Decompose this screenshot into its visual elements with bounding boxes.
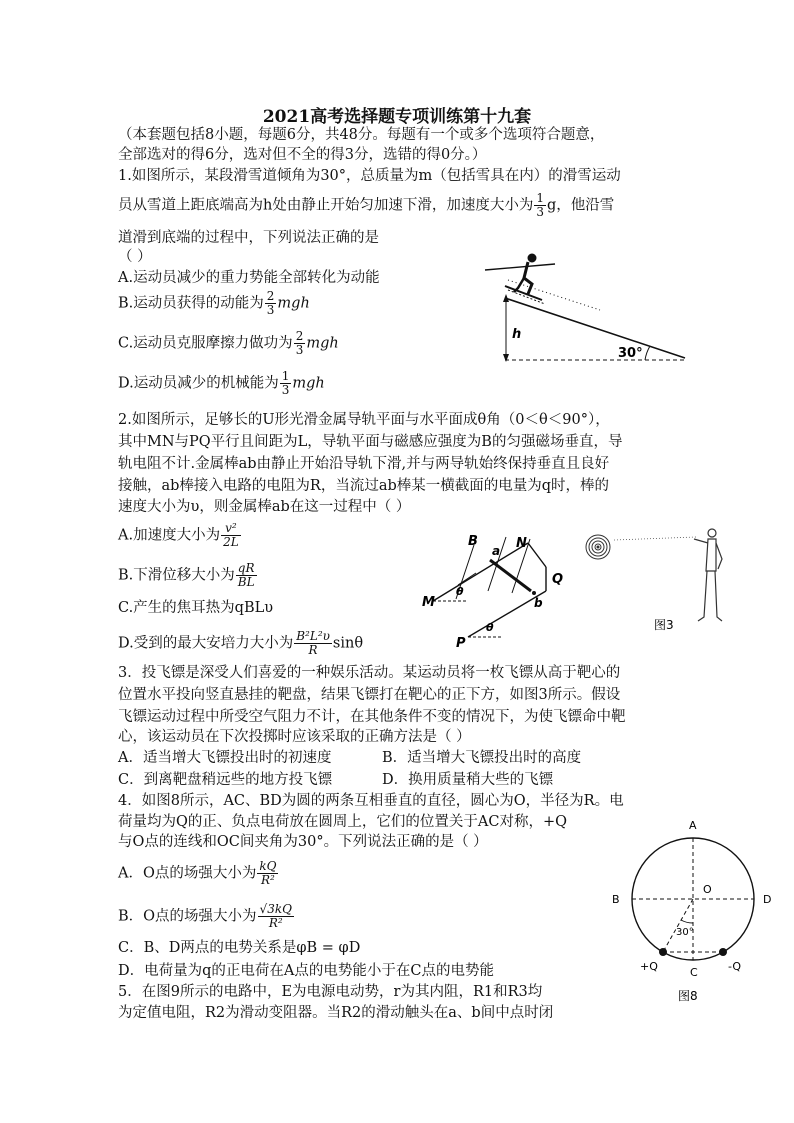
q2-fig-theta1-label: θ <box>456 585 464 598</box>
q1-fig-h-label: h <box>512 327 522 342</box>
q4-option-c: C．B、D两点的电势关系是φB = φD <box>118 940 361 956</box>
intro-line-1: （本套题包括8小题，每题6分，共48分。每题有一个或多个选项符合题意， <box>118 127 605 143</box>
q2-fig-a-label: a <box>492 544 501 558</box>
q1-fraction: $\frac{1}{3}$ <box>536 191 544 219</box>
q4-circle-figure <box>608 815 788 1005</box>
q2-stem-line-1: 2.如图所示，足够长的U形光滑金属导轨平面与水平面成θ角（0＜θ＜90°）， <box>118 412 610 428</box>
fig8-O-label: O <box>703 883 712 896</box>
q2-option-b: B.下滑位移大小为 $\frac{qR}{BL}$ <box>118 561 255 589</box>
q4-option-b: B．O点的场强大小为 $\frac{√3kQ}{\text{R²}}$ <box>118 902 292 930</box>
q3-option-c: C．到离靶盘稍远些的地方投飞镖 <box>118 772 333 788</box>
q2-fig-b-label: b <box>534 596 543 610</box>
q1-fig-angle-label: 30° <box>618 346 643 361</box>
q1-stem-line-2: 员从雪道上距底端高为h处由静止开始匀加速下滑，加速度大小为 $\frac{1}{3}$ g，他沿雪 <box>118 191 615 219</box>
q2-fig-N-label: N <box>516 536 527 551</box>
q4-option-d: D．电荷量为q的正电荷在A点的电势能小于在C点的电势能 <box>118 963 494 979</box>
q1-answer-blank: （ ） <box>118 249 152 265</box>
q2-fig-P-label: P <box>456 636 466 651</box>
dart-thrower-icon <box>694 529 722 621</box>
q3-option-d: D．换用质量稍大些的飞镖 <box>382 772 554 788</box>
fig3-label: 图3 <box>654 618 674 632</box>
fig8-C-label: C <box>690 966 698 979</box>
fig8-plus-q-label: +Q <box>640 960 658 973</box>
q3-dart-figure <box>584 525 734 640</box>
q2-option-c: C.产生的焦耳热为qBLυ <box>118 600 274 616</box>
fig8-D-label: D <box>763 893 772 906</box>
skier-icon <box>485 254 555 304</box>
q5-stem-line-1: 5．在图9所示的电路中，E为电源电动势，r为其内阻，R1和R3均 <box>118 984 543 1000</box>
fig8-B-label: B <box>612 893 620 906</box>
q3-stem-line-3: 飞镖运动过程中所受空气阻力不计，在其他条件不变的情况下，为使飞镖命中靶 <box>118 709 626 725</box>
fig8-minus-q-label: -Q <box>728 960 742 973</box>
q2-stem-line-3: 轨电阻不计.金属棒ab由静止开始沿导轨下滑,并与两导轨始终保持垂直且良好 <box>118 456 610 472</box>
q3-option-b: B．适当增大飞镖投出时的高度 <box>382 750 582 766</box>
q1-option-b: B.运动员获得的动能为 $\frac{2}{3}$ mgh <box>118 289 310 317</box>
q1-option-a: A.运动员减少的重力势能全部转化为动能 <box>118 270 380 286</box>
q3-stem-line-4: 心，该运动员在下次投掷时应该采取的正确方法是（ ） <box>118 729 471 745</box>
q1-stem-line-1: 1.如图所示，某段滑雪道倾角为30°，总质量为m（包括雪具在内）的滑雪运动 <box>118 168 621 184</box>
q2-stem-line-2: 其中MN与PQ平行且间距为L，导轨平面与磁感应强度为B的匀强磁场垂直，导 <box>118 434 623 450</box>
q2-fig-Q-label: Q <box>552 572 564 587</box>
q2-option-d: D.受到的最大安培力大小为 $\frac{\text{B²L²υ}}{R}$ sinθ <box>118 629 364 657</box>
q4-stem-line-2: 荷量均为Q的正、负点电荷放在圆周上，它们的位置关于AC对称，+Q <box>118 814 567 830</box>
q4-option-a: A．O点的场强大小为 $\frac{kQ}{\text{R²}}$ <box>118 859 277 887</box>
intro-line-2: 全部选对的得6分，选对但不全的得3分，选错的得0分。） <box>118 147 487 163</box>
fig8-angle-label: 30° <box>676 927 694 938</box>
q1-option-c: C.运动员克服摩擦力做功为 $\frac{2}{3}$ mgh <box>118 329 339 357</box>
q4-stem-line-1: 4．如图8所示，AC、BD为圆的两条互相垂直的直径，圆心为O，半径为R。电 <box>118 793 624 809</box>
page-title: 2021高考选择题专项训练第十九套 <box>262 107 532 127</box>
q1-ski-slope-figure <box>480 250 690 370</box>
q1-stem-line-3: 道滑到底端的过程中，下列说法正确的是 <box>118 230 379 246</box>
q3-stem-line-2: 位置水平投向竖直悬挂的靶盘，结果飞镖打在靶心的正下方，如图3所示。假设 <box>118 687 621 703</box>
q4-stem-line-3: 与O点的连线和OC间夹角为30°。下列说法正确的是（ ） <box>118 834 488 850</box>
q2-fig-B-label: B <box>468 534 478 549</box>
q5-stem-line-2: 为定值电阻，R2为滑动变阻器。当R2的滑动触头在a、b间中点时闭 <box>118 1005 554 1021</box>
q2-stem-line-4: 接触，ab棒接入电路的电阻为R，当流过ab棒某一横截面的电量为q时，棒的 <box>118 478 610 494</box>
q2-stem-line-5: 速度大小为υ，则金属棒ab在这一过程中（ ） <box>118 499 411 515</box>
q3-option-a: A．适当增大飞镖投出时的初速度 <box>118 750 332 766</box>
q3-stem-line-1: 3．投飞镖是深受人们喜爱的一种娱乐活动。某运动员将一枚飞镖从高于靶心的 <box>118 665 621 681</box>
q1-option-d: D.运动员减少的机械能为 $\frac{1}{3}$ mgh <box>118 369 325 397</box>
q2-option-a: A.加速度大小为 $\frac{\text{v²}}{2L}$ <box>118 521 239 549</box>
dartboard-icon <box>586 535 610 559</box>
q2-fig-M-label: M <box>422 595 435 610</box>
q2-rail-figure <box>418 525 568 650</box>
q2-fig-theta2-label: θ <box>486 621 494 634</box>
fig8-label: 图8 <box>678 989 698 1003</box>
fig8-A-label: A <box>689 819 697 832</box>
